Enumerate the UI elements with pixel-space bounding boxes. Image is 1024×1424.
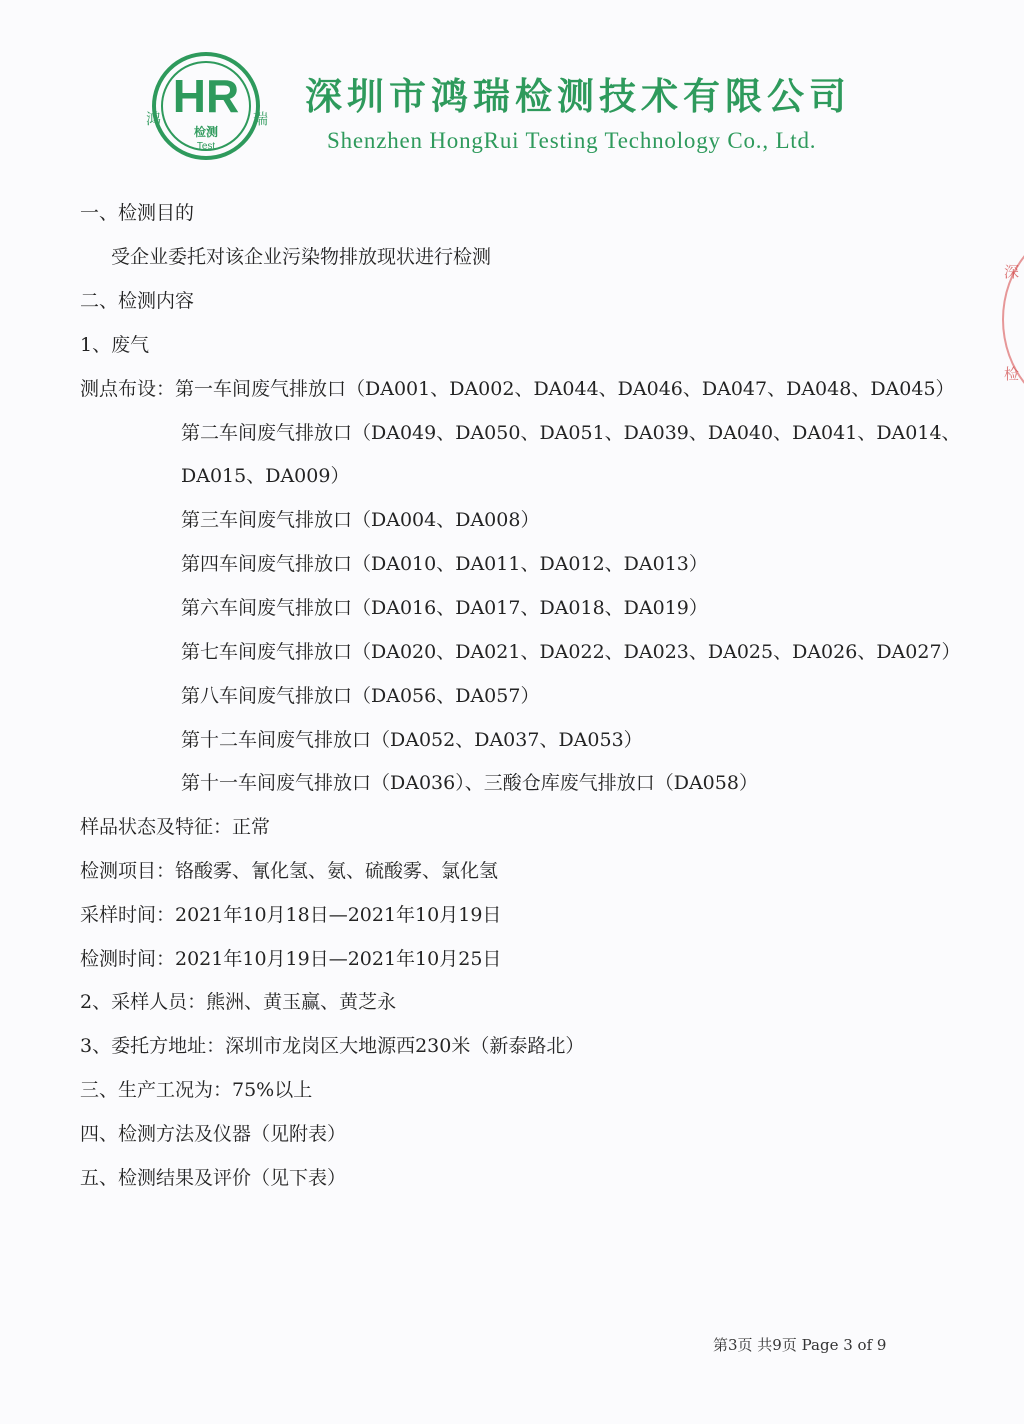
monitoring-points-line: DA015、DA009） (181, 465, 350, 487)
svg-text:鸿: 鸿 (146, 110, 162, 128)
monitoring-points-line: 第六车间废气排放口（DA016、DA017、DA018、DA019） (181, 597, 708, 619)
monitoring-points-line: 第十二车间废气排放口（DA052、DA037、DA053） (181, 729, 643, 751)
test-items: 检测项目：铬酸雾、氰化氢、氨、硫酸雾、氯化氢 (80, 860, 499, 882)
svg-text:HR: HR (172, 70, 240, 122)
monitoring-points-line: 第三车间废气排放口（DA004、DA008） (181, 509, 540, 531)
section-heading-purpose: 一、检测目的 (80, 202, 195, 224)
monitoring-points-line: 第七车间废气排放口（DA020、DA021、DA022、DA023、DA025、DA026、DA027） (181, 641, 961, 663)
company-name-chinese: 深圳市鸿瑞检测技术有限公司 (305, 75, 851, 118)
stamp-char: 深 (1004, 263, 1020, 281)
sampling-time: 采样时间：2021年10月18日—2021年10月19日 (80, 904, 502, 926)
monitoring-points-line: 第四车间废气排放口（DA010、DA011、DA012、DA013） (181, 553, 708, 575)
monitoring-points-line: 第二车间废气排放口（DA049、DA050、DA051、DA039、DA040、DA041、DA014、 (181, 422, 961, 444)
company-logo (140, 48, 272, 166)
svg-text:Test: Test (196, 141, 216, 152)
subsection-waste-gas: 1、废气 (80, 334, 150, 356)
section-heading-content: 二、检测内容 (80, 290, 195, 312)
section-heading-results: 五、检测结果及评价（见下表） (80, 1167, 347, 1189)
sample-status: 样品状态及特征：正常 (80, 816, 271, 838)
testing-time: 检测时间：2021年10月19日—2021年10月25日 (80, 948, 502, 970)
logo-emblem-icon (140, 48, 272, 166)
company-name-english: Shenzhen HongRui Testing Technology Co., Ltd. (327, 128, 817, 153)
official-stamp-edge (998, 225, 1024, 410)
stamp-char: 检 (1004, 365, 1020, 383)
monitoring-points-line: 第八车间废气排放口（DA056、DA057） (181, 685, 540, 707)
svg-text:瑞: 瑞 (253, 110, 269, 128)
section-heading-methods: 四、检测方法及仪器（见附表） (80, 1123, 347, 1145)
sampling-staff: 2、采样人员：熊洲、黄玉赢、黄芝永 (80, 991, 397, 1013)
monitoring-points-line: 测点布设：第一车间废气排放口（DA001、DA002、DA044、DA046、DA047、DA048、DA045） (80, 378, 955, 400)
client-address: 3、委托方地址：深圳市龙岗区大地源西230米（新泰路北） (80, 1035, 585, 1057)
production-condition: 三、生产工况为：75%以上 (80, 1079, 313, 1101)
page-number: 第3页 共9页 Page 3 of 9 (713, 1336, 887, 1354)
monitoring-points-line: 第十一车间废气排放口（DA036）、三酸仓库废气排放口（DA058） (181, 772, 758, 794)
svg-text:检测: 检测 (193, 125, 219, 139)
purpose-text: 受企业委托对该企业污染物排放现状进行检测 (111, 246, 492, 268)
